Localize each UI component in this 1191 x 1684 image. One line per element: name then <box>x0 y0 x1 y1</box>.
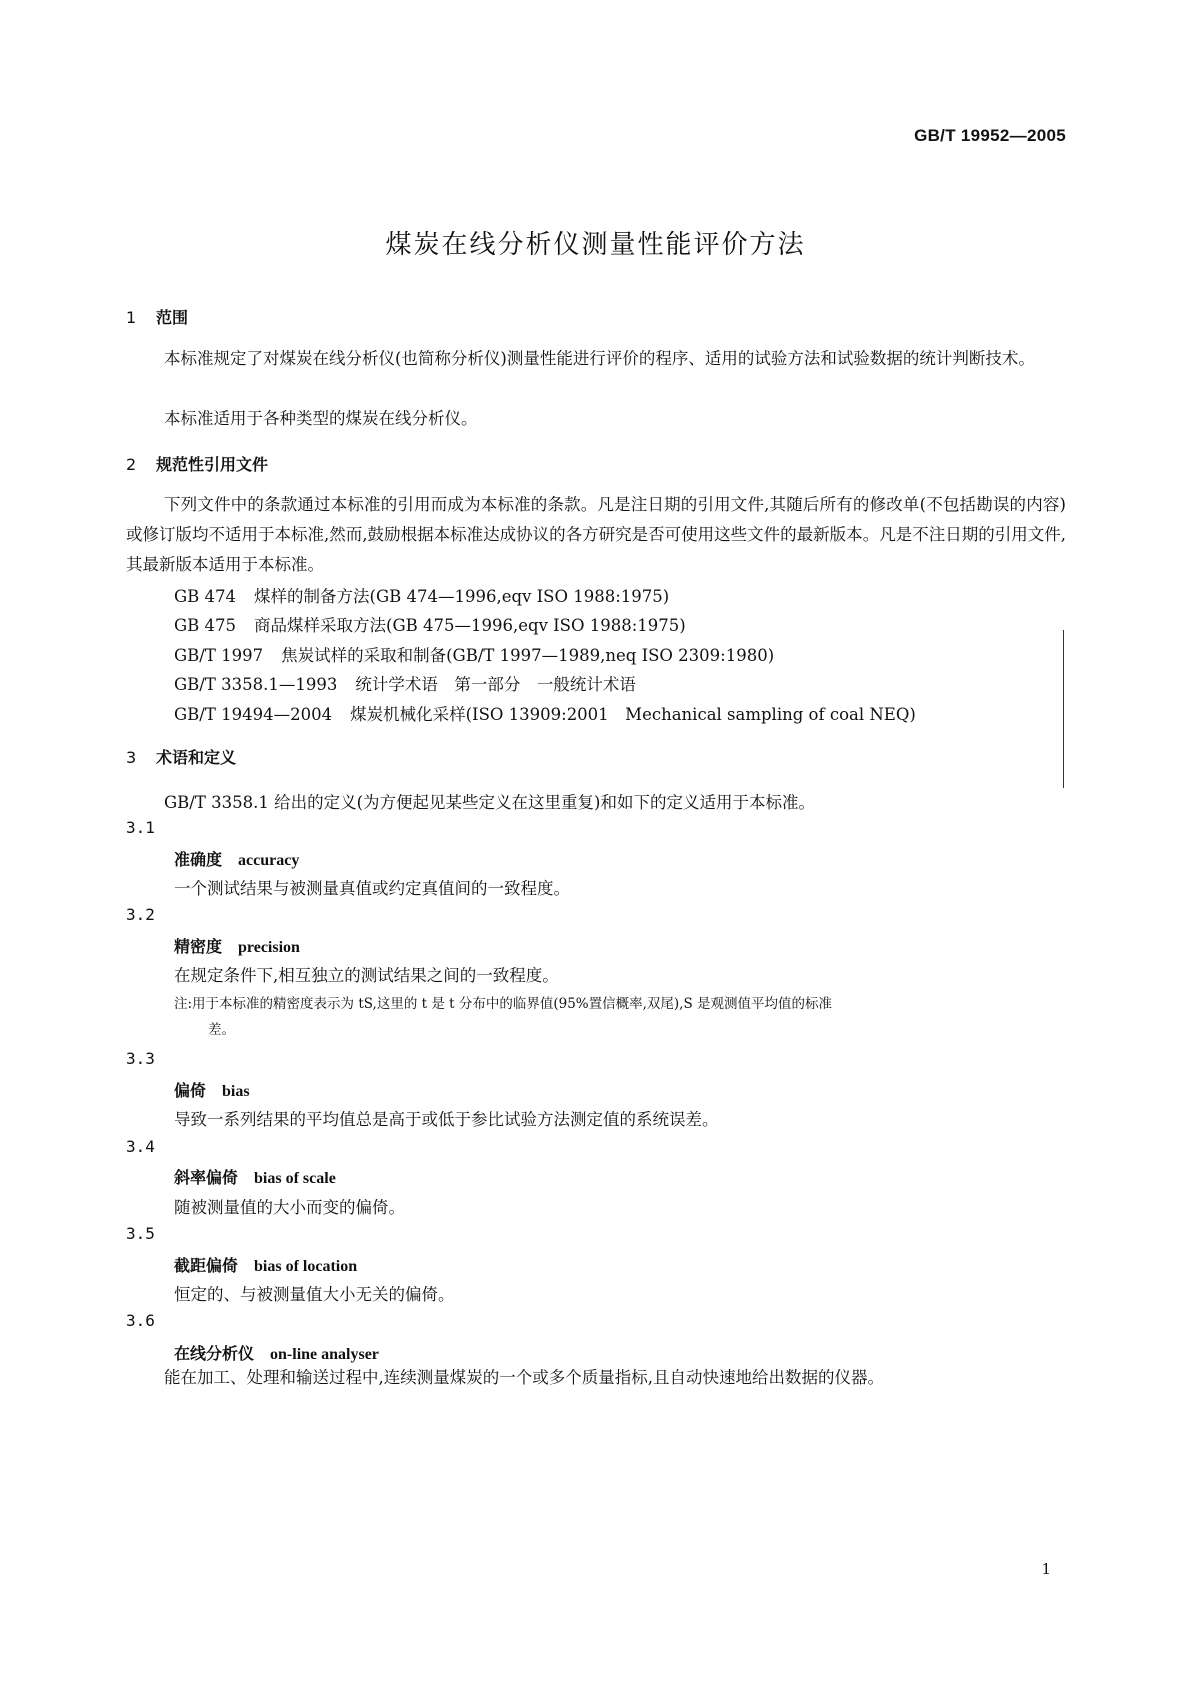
term-definition: 导致一系列结果的平均值总是高于或低于参比试验方法测定值的系统误差。 <box>174 1110 719 1129</box>
term-english: accuracy <box>238 852 300 869</box>
clause-number: 3.5 <box>126 1224 155 1243</box>
reference-code: GB/T 3358.1—1993 <box>174 675 338 694</box>
reference-item <box>174 701 934 725</box>
term-heading <box>174 1078 250 1101</box>
term-definition: 一个测试结果与被测量真值或约定真值间的一致程度。 <box>174 879 570 898</box>
section-1-paragraph-1: 本标准规定了对煤炭在线分析仪(也简称分析仪)测量性能进行评价的程序、适用的试验方法和试验数据的统计判断技术。 <box>164 349 1035 368</box>
section-1-heading <box>126 305 188 328</box>
term-definition: 随被测量值的大小而变的偏倚。 <box>174 1198 405 1217</box>
clause-number: 3.2 <box>126 905 155 924</box>
section-title: 范围 <box>156 308 189 327</box>
clause-number: 3.6 <box>126 1311 155 1330</box>
reference-item <box>174 612 704 636</box>
section-2-heading <box>126 452 268 475</box>
term-english: precision <box>238 939 300 956</box>
note-line: 注:用于本标准的精密度表示为 tS,这里的 t 是 t 分布中的临界值(95%置信概率,双尾),S 是观测值平均值的标准 <box>174 996 832 1012</box>
reference-code: GB 475 <box>174 616 237 635</box>
term-heading <box>174 1341 379 1364</box>
reference-item <box>174 671 654 695</box>
section-3-intro: GB/T 3358.1 给出的定义(为方便起见某些定义在这里重复)和如下的定义适用于本标准。 <box>164 793 815 812</box>
reference-title: 焦炭试样的采取和制备(GB/T 1997—1989,neq ISO 2309:1980) <box>281 646 775 665</box>
section-number: 2 <box>126 455 137 474</box>
term-definition: 恒定的、与被测量值大小无关的偏倚。 <box>174 1285 455 1304</box>
term-definition: 能在加工、处理和输送过程中,连续测量煤炭的一个或多个质量指标,且自动快速地给出数据的仪器。 <box>164 1368 884 1387</box>
reference-title: 统计学术语 第一部分 一般统计术语 <box>355 675 636 694</box>
section-3-heading <box>126 745 236 768</box>
page-number: 1 <box>1041 1560 1051 1578</box>
term-chinese: 精密度 <box>174 937 223 956</box>
term-heading <box>174 1165 336 1188</box>
document-title: 煤炭在线分析仪测量性能评价方法 <box>385 230 806 260</box>
reference-title: 商品煤样采取方法(GB 475—1996,eqv ISO 1988:1975) <box>254 616 686 635</box>
section-number: 1 <box>126 308 137 327</box>
reference-code: GB/T 1997 <box>174 646 264 665</box>
term-heading <box>174 934 300 957</box>
term-chinese: 准确度 <box>174 850 223 869</box>
section-2-paragraph-1: 下列文件中的条款通过本标准的引用而成为本标准的条款。凡是注日期的引用文件,其随后所有的修改单(不包括勘误的内容)或修订版均不适用于本标准,然而,鼓励根据本标准达成协议的各方研究是否可使用这些文件的最新版本。凡是不注日期的引用文件,其最新版本适用于本标准。 <box>126 495 1066 574</box>
reference-item <box>174 642 792 666</box>
section-1-paragraph-2: 本标准适用于各种类型的煤炭在线分析仪。 <box>164 409 478 428</box>
term-note <box>174 991 1060 1043</box>
reference-title: 煤样的制备方法(GB 474—1996,eqv ISO 1988:1975) <box>254 587 670 606</box>
term-english: on-line analyser <box>270 1346 379 1363</box>
term-heading <box>174 1253 357 1276</box>
clause-number: 3.3 <box>126 1049 155 1068</box>
term-definition: 在规定条件下,相互独立的测试结果之间的一致程度。 <box>174 966 559 985</box>
reference-code: GB/T 19494—2004 <box>174 705 333 724</box>
reference-code: GB 474 <box>174 587 237 606</box>
standard-code: GB/T 19952—2005 <box>914 126 1066 145</box>
term-chinese: 偏倚 <box>174 1081 207 1100</box>
term-chinese: 截距偏倚 <box>174 1256 239 1275</box>
term-heading <box>174 847 299 870</box>
reference-title: 煤炭机械化采样(ISO 13909:2001 Mechanical sampling of coal NEQ) <box>350 705 916 724</box>
term-chinese: 斜率偏倚 <box>174 1168 239 1187</box>
note-line: 差。 <box>208 1022 235 1038</box>
clause-number: 3.4 <box>126 1137 155 1156</box>
section-title: 规范性引用文件 <box>156 455 269 474</box>
change-bar <box>1063 630 1064 788</box>
term-chinese: 在线分析仪 <box>174 1344 255 1363</box>
section-number: 3 <box>126 748 137 767</box>
term-english: bias of location <box>254 1258 358 1275</box>
clause-number: 3.1 <box>126 818 155 837</box>
term-english: bias of scale <box>254 1170 336 1187</box>
reference-item <box>174 583 687 607</box>
term-english: bias <box>222 1083 250 1100</box>
section-title: 术语和定义 <box>156 748 237 767</box>
